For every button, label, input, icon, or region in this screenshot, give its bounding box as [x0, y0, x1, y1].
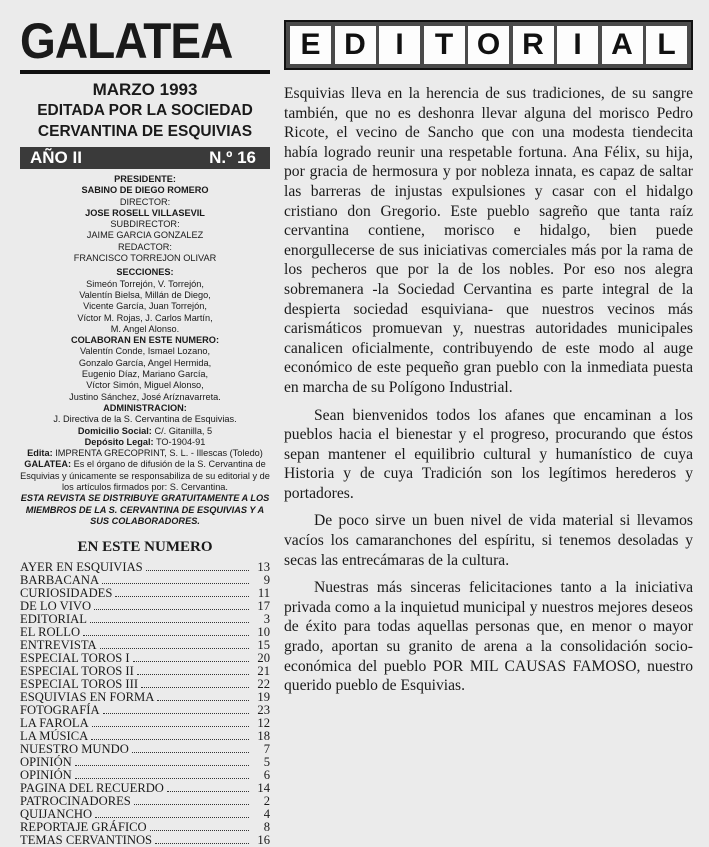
section-title-letter: I — [557, 26, 598, 64]
toc-leader-dots — [83, 635, 249, 636]
toc-leader-dots — [75, 765, 249, 766]
toc-entry-name: DE LO VIVO — [20, 599, 92, 614]
publisher-line-2: CERVANTINA DE ESQUIVIAS — [37, 123, 253, 140]
toc-entry-page: 13 — [257, 560, 270, 575]
editorial-article — [284, 84, 693, 696]
credit-line: Justino Sánchez, José Aríznavarreta. — [69, 391, 221, 402]
toc-entry-name: EDITORIAL — [20, 612, 87, 627]
credit-line: Gonzalo García, Angel Hermida, — [78, 357, 212, 368]
toc-entry-name: EL ROLLO — [20, 625, 81, 640]
credit-line: Vicente García, Juan Torrejón, — [83, 301, 207, 312]
section-title-letter: O — [468, 26, 509, 64]
toc-entry-page: 5 — [263, 755, 270, 770]
toc-entry-name: PATROCINADORES — [20, 794, 131, 809]
toc-entry-page: 23 — [257, 703, 270, 718]
toc-leader-dots — [95, 817, 249, 818]
section-title-letter: E — [290, 26, 331, 64]
toc-leader-dots — [167, 791, 249, 792]
masthead-title: GALATEA — [20, 13, 233, 69]
toc-leader-dots — [132, 752, 249, 753]
toc-entry-name: QUIJANCHO — [20, 807, 93, 822]
toc-entry-page: 7 — [263, 742, 270, 757]
credit-label: PRESIDENTE: — [114, 174, 176, 184]
credit-name: FRANCISCO TORREJON OLIVAR — [73, 253, 217, 264]
issue-date: MARZO 1993 — [92, 80, 198, 99]
toc-entry-page: 11 — [257, 586, 270, 601]
toc-entry-page: 17 — [257, 599, 270, 614]
credit-line: Eugenio Díaz, Mariano García, — [81, 369, 209, 380]
toc-entry-page: 4 — [263, 807, 270, 822]
section-title-letter: A — [602, 26, 643, 64]
toc-leader-dots — [102, 583, 249, 584]
toc-entry-name: AYER EN ESQUIVIAS — [20, 560, 143, 575]
toc-leader-dots — [150, 830, 249, 831]
issue-number: N.º 16 — [209, 148, 256, 167]
toc-entry-name: CURIOSIDADES — [20, 586, 113, 601]
credit-line: M. Angel Alonso. — [110, 323, 180, 334]
toc-entry-page: 12 — [257, 716, 270, 731]
distribution-note: ESTA REVISTA SE DISTRIBUYE GRATUITAMENTE A LOS MIEMBROS DE LA S. CERVANTINA DE ESQUIVIAS Y A SUS COLABORADORES. — [20, 493, 270, 526]
toc-leader-dots — [134, 804, 249, 805]
toc-entry-page: 10 — [257, 625, 270, 640]
credit-line: Valentín Bielsa, Millán de Diego, — [79, 289, 211, 300]
toc-entry-name: FOTOGRAFÍA — [20, 703, 100, 718]
toc-leader-dots — [103, 713, 249, 714]
toc-entry-page: 9 — [263, 573, 270, 588]
issue-bar — [20, 147, 270, 169]
toc-leader-dots — [91, 739, 249, 740]
toc-leader-dots — [92, 726, 249, 727]
toc-leader-dots — [141, 687, 249, 688]
credit-name: JOSE ROSELL VILLASEVIL — [85, 207, 205, 218]
toc-entry-name: OPINIÓN — [20, 755, 72, 770]
toc-entry-name: ESPECIAL TOROS I — [20, 651, 130, 666]
credits-block — [20, 174, 270, 527]
toc-entry-page: 19 — [257, 690, 270, 705]
toc-entry-name: BARBACANA — [20, 573, 100, 588]
editorial-column — [284, 20, 693, 704]
toc-entry-name: LA MÚSICA — [20, 729, 89, 744]
toc-leader-dots — [137, 674, 249, 675]
toc-leader-dots — [157, 700, 249, 701]
editorial-paragraph: Nuestras más sinceras felicitaciones tanto a la iniciativa privada como a la inquietud municipal y nuestros mejores deseos de éxito para todas aquellas personas que, en menor o mayor grado, aportan su granito de arena a la consolidación socio-económica del pueblo POR MIL CAUSAS FAMOSO, nuestro querido pueblo de Esquivias. — [284, 579, 693, 695]
toc-entry-page: 15 — [257, 638, 270, 653]
credit-line: Valentín Conde, Ismael Lozano, — [79, 346, 211, 357]
credit-label: DIRECTOR: — [119, 196, 171, 207]
credit-label: SUBDIRECTOR: — [110, 219, 180, 230]
toc-entry-name: OPINIÓN — [20, 768, 72, 783]
toc-leader-dots — [146, 570, 249, 571]
editorial-paragraph: Esquivias lleva en la herencia de sus tradiciones, de su sangre también, que no es deshonra llevar alguna del morisco Pedro Ricote, el vecino de Sancho que con una modesta tiendecita había logrado reunir una respetable fortuna. Ana Félix, su hija, por gracia de hermosura y por nobleza innata, es capaz de saltar las barreras de injustas expulsiones y casar con el hidalgo cristiano don Gregorio. Este pueblo sagreño que tanta raíz cervantina contiene, morisco e hidalgo, bien puede enorgullecerse de sus iniciativas comerciales más por la rama de los pecheros que por la de los nobles. Por eso nos alegra sobremanera -la Sociedad Cervantina es parte integral de la despierta sociedad esquiviana- que nuestros vecinos más carismáticos promuevan y, nuestras autoridades municipales canalicen oficialmente, contribuyendo de este modo al auge económico de este pequeño gran pueblo con la inmediata puesta en marcha de su Polígono Industrial. — [284, 85, 693, 396]
toc-entry-page: 18 — [257, 729, 270, 744]
editorial-paragraph: De poco sirve un buen nivel de vida material si llevamos vacíos los camaranchones del espíritu, si tenemos desoladas y secas las entrecámaras de la cultura. — [284, 512, 693, 569]
toc-entry-page: 6 — [263, 768, 270, 783]
toc-leader-dots — [75, 778, 249, 779]
masthead-column — [20, 14, 270, 847]
toc-entry-name: LA FAROLA — [20, 716, 89, 731]
credit-line: Víctor Simón, Miguel Alonso, — [86, 380, 204, 391]
toc-entry-name: REPORTAJE GRÁFICO — [20, 820, 147, 835]
credit-line: Domicilio Social: C/. Gitanilla, 5 — [77, 425, 213, 436]
toc-title: EN ESTE NUMERO — [77, 539, 213, 556]
masthead-rule — [20, 70, 270, 74]
credit-name: JAIME GARCIA GONZALEZ — [86, 230, 204, 241]
section-title-letter: L — [646, 26, 687, 64]
toc-entry-name: ESQUIVIAS EN FORMA — [20, 690, 155, 705]
toc-entry-page: 14 — [257, 781, 270, 796]
publisher-line-1: EDITADA POR LA SOCIEDAD — [37, 102, 253, 119]
credit-label: ADMINISTRACION: — [103, 402, 187, 413]
section-title-letter: R — [513, 26, 554, 64]
table-of-contents — [20, 561, 270, 847]
toc-entry-page: 8 — [263, 820, 270, 835]
toc-entry-name: ESPECIAL TOROS II — [20, 664, 134, 679]
toc-leader-dots — [90, 622, 249, 623]
toc-entry-page: 2 — [263, 794, 270, 809]
toc-leader-dots — [133, 661, 249, 662]
toc-leader-dots — [115, 596, 249, 597]
toc-entry-page: 3 — [263, 612, 270, 627]
toc-entry-page: 20 — [257, 651, 270, 666]
toc-leader-dots — [100, 648, 249, 649]
toc-entry-name: PAGINA DEL RECUERDO — [20, 781, 164, 796]
section-title-banner — [284, 20, 693, 70]
toc-row — [20, 834, 270, 847]
toc-leader-dots — [94, 609, 249, 610]
toc-entry-page: 16 — [257, 833, 270, 847]
toc-entry-name: ESPECIAL TOROS III — [20, 677, 139, 692]
toc-entry-name: ENTREVISTA — [20, 638, 97, 653]
credit-line: GALATEA: Es el órgano de difusión de la S. Cervantina de Esquivias y únicamente se responsabiliza de su editorial y de los artículos firmados por: S. Cervantina. — [20, 459, 270, 493]
editorial-paragraph: Sean bienvenidos todos los afanes que encaminan a los pueblos hacia el bienestar y el progreso, procurando que éstos sepan mantener el equilibrio cultural y humanístico de cuya Historia y de cuya Tradición son los legítimos herederos y portadores. — [284, 406, 693, 502]
toc-entry-name: NUESTRO MUNDO — [20, 742, 129, 757]
section-title-letter: I — [379, 26, 420, 64]
credit-line: Edita: IMPRENTA GRECOPRINT, S. L. - Illescas (Toledo) — [27, 448, 263, 459]
section-title-letter: D — [335, 26, 376, 64]
credit-label: REDACTOR: — [118, 241, 172, 252]
credit-line: J. Directiva de la S. Cervantina de Esquivias. — [53, 414, 237, 425]
toc-entry-page: 22 — [257, 677, 270, 692]
credit-label: SECCIONES: — [116, 267, 174, 278]
issue-year: AÑO II — [30, 148, 82, 167]
credit-line: Simeón Torrejón, V. Torrejón, — [86, 278, 204, 289]
credit-label: COLABORAN EN ESTE NUMERO: — [70, 335, 220, 346]
credit-name: SABINO DE DIEGO ROMERO — [81, 185, 209, 196]
credit-line: Depósito Legal: TO-1904-91 — [84, 436, 206, 447]
section-title-letter: T — [424, 26, 465, 64]
toc-row — [20, 821, 270, 834]
toc-leader-dots — [155, 843, 249, 844]
credit-line: Víctor M. Rojas, J. Carlos Martín, — [77, 312, 213, 323]
toc-entry-name: TEMAS CERVANTINOS — [20, 833, 153, 847]
toc-entry-page: 21 — [257, 664, 270, 679]
